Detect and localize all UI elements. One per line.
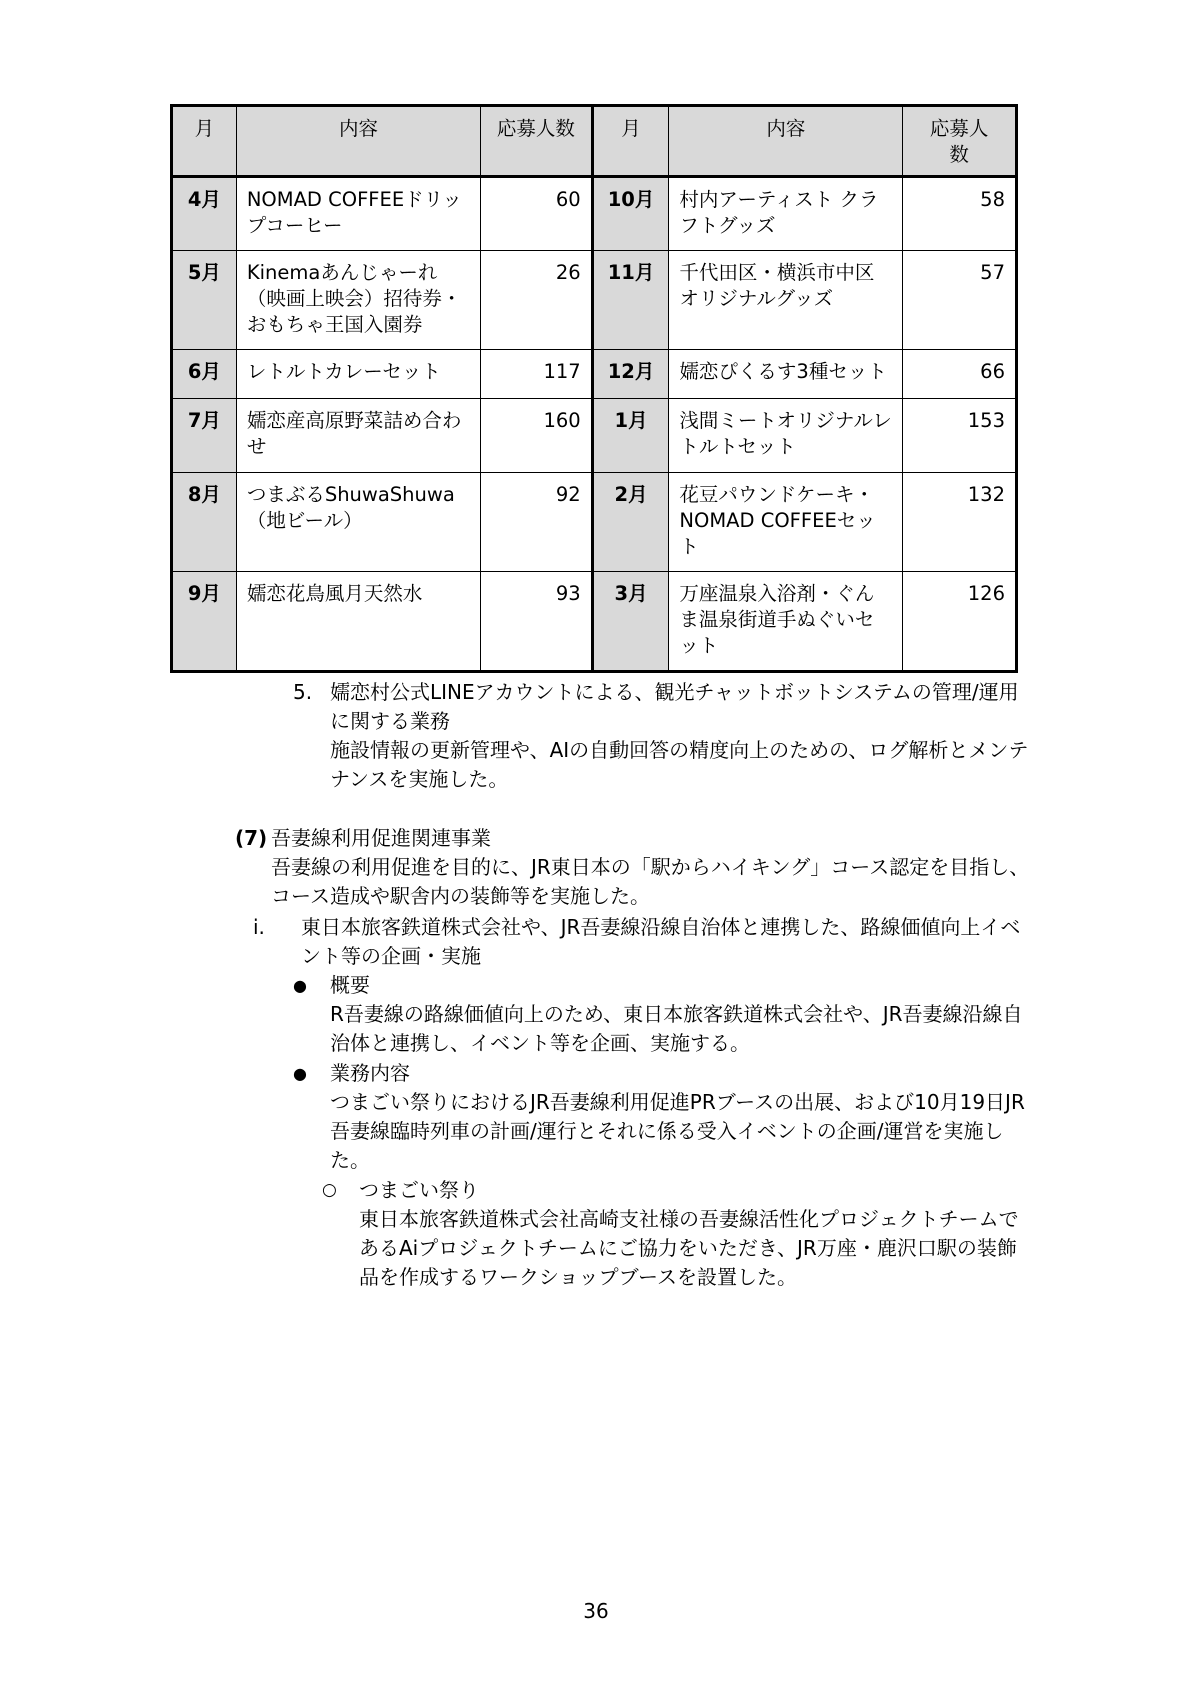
applicants-cell: 26 <box>481 251 593 350</box>
bullet-title: 業務内容 <box>330 1061 410 1085</box>
item5-body: 施設情報の更新管理や、AIの自動回答の精度向上のための、ログ解析とメンテナンスを実施した。 <box>330 738 1029 791</box>
content-cell: 村内アーティスト クラフトグッズ <box>669 177 903 251</box>
circle-body: 東日本旅客鉄道株式会社高崎支社様の吾妻線活性化プロジェクトチームであるAiプロジェクトチームにご協力をいただき、JR万座・鹿沢口駅の装飾品を作成するワークショップブースを設置した。 <box>359 1207 1019 1289</box>
bullet-icon: ● <box>293 1064 307 1083</box>
bullet-icon: ● <box>293 976 307 995</box>
header-applicants-2: 応募人 数 <box>903 106 1017 177</box>
applicants-cell: 60 <box>481 177 593 251</box>
month-cell: 10月 <box>592 177 669 251</box>
circle-title: つまごい祭り <box>359 1178 479 1202</box>
content-cell: 嬬恋産高原野菜詰め合わせ <box>236 399 480 473</box>
circle-bullet-icon: ○ <box>322 1180 337 1200</box>
applicants-cell: 58 <box>903 177 1017 251</box>
bullet-body: R吾妻線の路線価値向上のため、東日本旅客鉄道株式会社や、JR吾妻線沿線自治体と連携し、イベント等を企画、実施する。 <box>330 1002 1023 1055</box>
bullet-title: 概要 <box>330 973 370 997</box>
section7-body: 吾妻線の利用促進を目的に、JR東日本の「駅からハイキング」コース認定を目指し、コース造成や駅舎内の装飾等を実施した。 <box>271 855 1030 908</box>
table-row <box>172 177 1017 251</box>
content-cell: NOMAD COFFEEドリップコーヒー <box>236 177 480 251</box>
applicants-cell: 66 <box>903 350 1017 399</box>
bullet-body: つまごい祭りにおけるJR吾妻線利用促進PRブースの出展、および10月19日JR吾妻線臨時列車の計画/運行とそれに係る受入イベントの企画/運営を実施した。 <box>330 1090 1025 1172</box>
applicants-cell: 93 <box>481 572 593 672</box>
table-row <box>172 251 1017 350</box>
content-cell: 万座温泉入浴剤・ぐんま温泉街道手ぬぐいセット <box>669 572 903 672</box>
content-cell: 浅間ミートオリジナルレトルトセット <box>669 399 903 473</box>
item5-marker: 5. <box>293 680 313 704</box>
sub-i-marker: i. <box>253 915 265 939</box>
month-cell: 3月 <box>592 572 669 672</box>
applicants-cell: 160 <box>481 399 593 473</box>
content-cell: 嬬恋花鳥風月天然水 <box>236 572 480 672</box>
item5-title: 嬬恋村公式LINEアカウントによる、観光チャットボットシステムの管理/運用に関する業務 <box>330 680 1019 733</box>
section7 <box>271 824 1031 911</box>
month-cell: 5月 <box>172 251 237 350</box>
month-cell: 11月 <box>592 251 669 350</box>
page-number: 36 <box>583 1599 609 1623</box>
applicants-cell: 132 <box>903 473 1017 572</box>
month-cell: 4月 <box>172 177 237 251</box>
bullet-work <box>330 1059 1030 1175</box>
circle-item <box>359 1176 1019 1292</box>
applicants-cell: 153 <box>903 399 1017 473</box>
section7-marker: (7) <box>235 826 268 850</box>
applicants-cell: 126 <box>903 572 1017 672</box>
month-cell: 1月 <box>592 399 669 473</box>
bullet-overview <box>330 971 1030 1058</box>
header-content-2: 内容 <box>669 106 903 177</box>
header-month-2: 月 <box>592 106 669 177</box>
month-cell: 8月 <box>172 473 237 572</box>
month-cell: 7月 <box>172 399 237 473</box>
header-month: 月 <box>172 106 237 177</box>
month-cell: 12月 <box>592 350 669 399</box>
applicants-cell: 117 <box>481 350 593 399</box>
header-applicants: 応募人数 <box>481 106 593 177</box>
prize-table <box>170 104 1018 673</box>
content-cell: 千代田区・横浜市中区オリジナルグッズ <box>669 251 903 350</box>
content-cell: Kinemaあんじゃーれ（映画上映会）招待券・おもちゃ王国入園券 <box>236 251 480 350</box>
item5 <box>330 678 1030 794</box>
content-cell: つまぶるShuwaShuwa（地ビール） <box>236 473 480 572</box>
applicants-cell: 92 <box>481 473 593 572</box>
applicants-cell: 57 <box>903 251 1017 350</box>
table-row <box>172 473 1017 572</box>
month-cell: 6月 <box>172 350 237 399</box>
table-row <box>172 572 1017 672</box>
month-cell: 9月 <box>172 572 237 672</box>
content-cell: レトルトカレーセット <box>236 350 480 399</box>
section7-title: 吾妻線利用促進関連事業 <box>271 826 491 850</box>
content-cell: 嬬恋ぴくるす3種セット <box>669 350 903 399</box>
sub-i-title: 東日本旅客鉄道株式会社や、JR吾妻線沿線自治体と連携した、路線価値向上イベント等の企画・実施 <box>301 915 1021 968</box>
table-row <box>172 399 1017 473</box>
content-cell: 花豆パウンドケーキ・NOMAD COFFEEセット <box>669 473 903 572</box>
header-content: 内容 <box>236 106 480 177</box>
month-cell: 2月 <box>592 473 669 572</box>
table-row <box>172 350 1017 399</box>
